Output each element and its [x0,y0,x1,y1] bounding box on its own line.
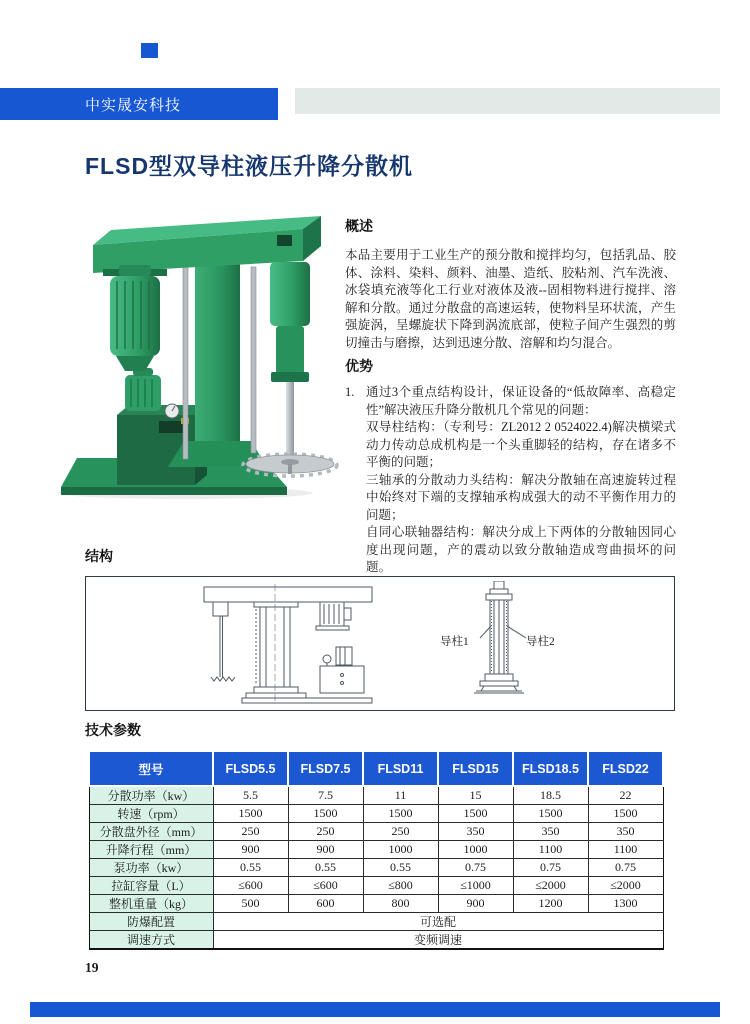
structure-side-view-drawing [174,583,414,705]
spec-cell: 5.5 [213,786,288,805]
spec-row-label: 转速（rpm） [89,805,213,823]
advantages-heading: 优势 [345,358,373,374]
spec-cell: 11 [363,786,438,805]
spec-cell: 1500 [513,805,588,823]
specs-heading: 技术参数 [85,722,141,738]
spec-cell: 250 [288,823,363,841]
spec-cell: 0.55 [363,859,438,877]
spec-cell: 0.75 [513,859,588,877]
spec-cell: 600 [288,895,363,913]
spec-cell: 350 [438,823,513,841]
advantages-list [345,384,676,594]
spec-cell: 1200 [513,895,588,913]
guide-column-2-label: 导柱2 [526,636,555,648]
guide-column-detail [438,581,568,705]
specs-table [88,750,664,950]
machine-photo-illustration [55,205,340,500]
specs-col-header: FLSD22 [588,751,663,786]
spec-cell: 7.5 [288,786,363,805]
overview-body: 本品主要用于工业生产的预分散和搅拌均匀，包括乳品、胶体、涂料、染料、颜料、油墨、造纸、胶粘剂、汽车洗液、冰袋填充液等化工行业对液体及液--固相物料进行搅拌、溶解和分散。通过分散盘的高速运转，使物料呈环状流，产生强旋涡，呈螺旋状下降到涡流底部，使粒子间产生强烈的剪切撞击与磨擦，达到迅速分散、溶解和均匀混合。 [345,248,676,350]
specs-col-model: 型号 [89,751,213,786]
advantage-item-text: 三轴承的分散动力头结构：解决分散轴在高速旋转过程中始终对下端的支撑轴承构成强大的动不平衡作用力的问题； [366,472,676,522]
advantage-item-text: 通过3个重点结构设计，保证设备的“低故障率、高稳定性”解决液压升降分散机几个常见的问题： [366,385,676,417]
specs-col-header: FLSD11 [363,751,438,786]
advantage-item-text: 双导柱结构：（专利号：ZL2012 2 0524022.4)解决横梁式动力传动总成机构是一个头重脚轻的结构，存在诸多不平衡的问题； [366,420,676,469]
spec-row [89,805,663,823]
footer-bar [30,1002,720,1017]
spec-cell: 1100 [588,841,663,859]
spec-row-label: 拉缸容量（L） [89,877,213,895]
spec-row-label: 防爆配置 [89,913,213,931]
spec-row [89,877,663,895]
spec-row [89,913,663,931]
specs-col-header: FLSD15 [438,751,513,786]
machine-photo [55,205,340,500]
spec-cell: 1100 [513,841,588,859]
spec-cell: ≤800 [363,877,438,895]
spec-row-label: 泵功率（kw） [89,859,213,877]
spec-cell: ≤1000 [438,877,513,895]
specs-col-header: FLSD5.5 [213,751,288,786]
structure-heading: 结构 [85,548,113,564]
spec-row [89,859,663,877]
spec-cell: 900 [438,895,513,913]
spec-cell: 1500 [213,805,288,823]
spec-cell: 350 [588,823,663,841]
spec-row-label: 分散盘外径（mm） [89,823,213,841]
advantage-item [345,384,676,577]
spec-cell: ≤600 [288,877,363,895]
spec-cell: 18.5 [513,786,588,805]
spec-row-label: 调速方式 [89,931,213,950]
spec-row [89,841,663,859]
spec-cell: 15 [438,786,513,805]
specs-col-header: FLSD7.5 [288,751,363,786]
spec-row [89,823,663,841]
spec-row-label: 升降行程（mm） [89,841,213,859]
spec-cell: 0.55 [288,859,363,877]
spec-cell: 0.55 [213,859,288,877]
spec-cell: 22 [588,786,663,805]
spec-cell: ≤2000 [513,877,588,895]
spec-cell: 900 [213,841,288,859]
spec-cell-span: 可选配 [213,913,663,931]
advantage-item-number: 1. [345,385,355,399]
brand-name: 中实晟安科技 [85,96,182,114]
right-text-column [345,218,676,594]
specs-tbody [89,786,663,949]
structure-diagram-box [85,576,675,711]
brand-bar-secondary [295,88,720,114]
spec-cell: 250 [213,823,288,841]
spec-cell: 1500 [588,805,663,823]
spec-cell: 800 [363,895,438,913]
spec-cell: ≤2000 [588,877,663,895]
spec-cell: 0.75 [438,859,513,877]
spec-row-label: 分散功率（kw） [89,786,213,805]
spec-row [89,786,663,805]
specs-header-row [89,751,663,786]
spec-cell: 1500 [438,805,513,823]
spec-cell: 900 [288,841,363,859]
spec-cell: 250 [363,823,438,841]
spec-cell-span: 变频调速 [213,931,663,950]
guide-column-1-label: 导柱1 [440,636,469,648]
spec-cell: 1300 [588,895,663,913]
spec-cell: ≤600 [213,877,288,895]
spec-row [89,931,663,950]
spec-cell: 500 [213,895,288,913]
spec-cell: 1000 [438,841,513,859]
spec-cell: 350 [513,823,588,841]
spec-cell: 1500 [288,805,363,823]
spec-cell: 1000 [363,841,438,859]
overview-heading: 概述 [345,218,373,234]
brand-bar [0,88,278,120]
structure-side-view [174,583,414,705]
spec-cell: 0.75 [588,859,663,877]
specs-col-header: FLSD18.5 [513,751,588,786]
advantage-item-text: 自同心联轴器结构：解决分成上下两体的分散轴因同心度出现问题，产的震动以致分散轴造成弯曲损坏的问题。 [366,525,676,574]
spec-cell: 1500 [363,805,438,823]
spec-row-label: 整机重量（kg） [89,895,213,913]
page-number: 19 [85,960,99,975]
brand-accent-square [141,43,158,58]
page-title: FLSD型双导柱液压升降分散机 [85,153,414,179]
spec-row [89,895,663,913]
